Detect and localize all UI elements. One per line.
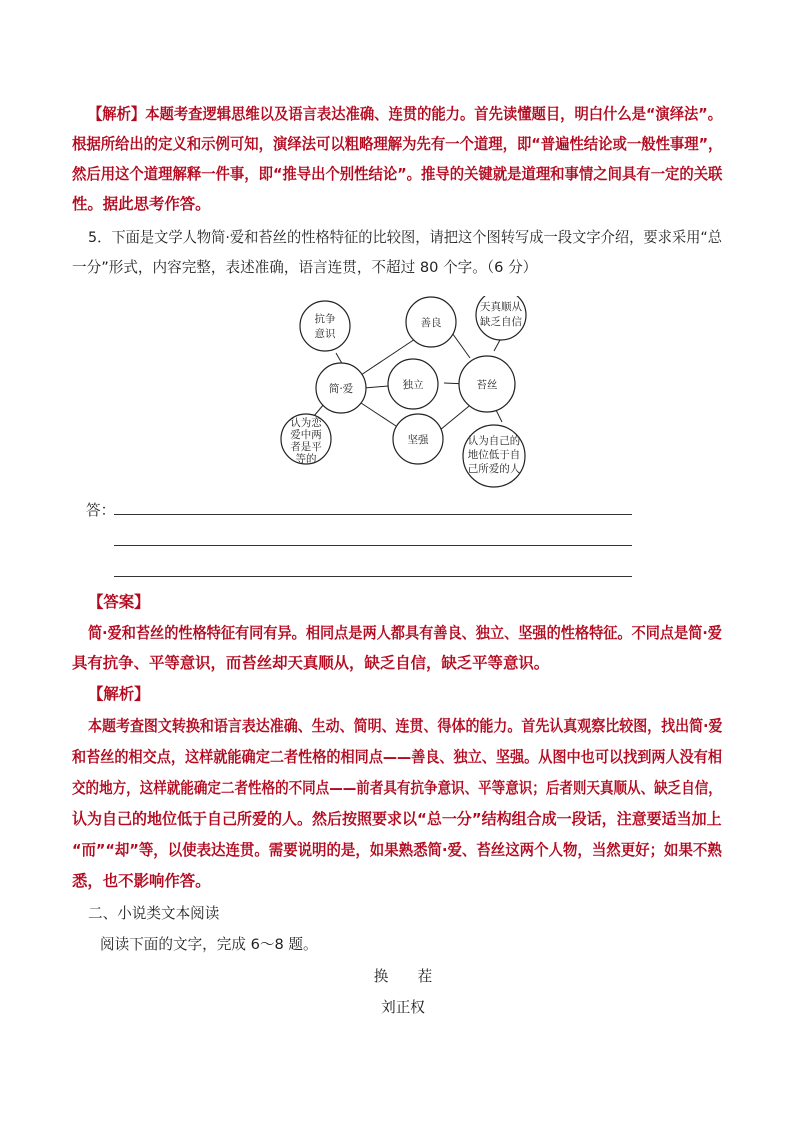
analysis1-line-2: 根据所给出的定义和示例可知，演绎法可以粗略理解为先有一个道理，即“普遍性结论或一般性事理”， — [72, 135, 723, 153]
node-renwei-ziji-text-3: 己所爱的人 — [467, 463, 521, 475]
question5-line-2: 一分”形式，内容完整，表述准确，语言连贯，不超过 80 个字。（6 分） — [72, 259, 538, 276]
node-renwei-ziji-text-2: 地位低于自 — [467, 449, 521, 461]
analysis2-line-5: “而”“却”等，以使表达连贯。需要说明的是，如果熟悉简·爱、苔丝这两个人物，当然更好；如果不熟 — [72, 841, 722, 859]
node-kangzheng-text-2: 意识 — [314, 328, 336, 340]
analysis2-line-4: 认为自己的地位低于自己所爱的人。然后按照要求以“总一分”结构组合成一段话，注意要适当加上 — [72, 810, 722, 828]
node-kangzheng-text-1: 抗争 — [314, 313, 336, 325]
answer-line-1[interactable] — [114, 514, 632, 515]
node-duli-text: 独立 — [402, 379, 424, 391]
answer-line-text-2: 具有抗争、平等意识，而苔丝却天真顺从，缺乏自信，缺乏平等意识。 — [72, 654, 550, 672]
story-title: 换 茬 — [373, 968, 433, 985]
node-tianzhen-text-2: 缺乏自信 — [480, 316, 522, 328]
node-tianzhen-text-1: 天真顺从 — [480, 301, 522, 313]
node-renwei-lian-text-2: 爱中两 — [290, 429, 322, 441]
answer-line-text-1: 简·爱和苔丝的性格特征有同有异。相同点是两人都具有善良、独立、坚强的性格特征。不同点是简·爱 — [88, 624, 722, 642]
reading-instruction: 阅读下面的文字，完成 6～8 题。 — [100, 936, 318, 953]
analysis2-line-6: 悉，也不影响作答。 — [72, 872, 211, 890]
edge-jianai-renwei — [314, 404, 324, 416]
question5-line-1: 5．下面是文学人物简·爱和苔丝的性格特征的比较图，请把这个图转写成一段文字介绍，要求采用“总 — [88, 229, 723, 246]
node-renwei-ziji-text-1: 认为自己的 — [467, 435, 521, 447]
analysis1-line-3: 然后用这个道理解释一件事，即“推导出个别性结论”。推导的关键就是道理和事情之间具有一定的关联 — [72, 165, 723, 183]
edge-tesi-tianzhen — [494, 340, 500, 351]
node-jianqiang-text: 坚强 — [407, 434, 429, 446]
answer-line-2[interactable] — [114, 545, 632, 546]
answer-heading: 【答案】 — [88, 593, 150, 611]
node-jianai-text: 简·爱 — [328, 383, 354, 395]
analysis2-line-3: 交的地方，这样就能确定二者性格的不同点——前者具有抗争意识、平等意识；后者则天真顺从、缺乏自信， — [72, 779, 722, 797]
edge-jianqiang-tesi — [440, 402, 474, 430]
node-kangzheng-circle — [300, 301, 350, 351]
node-tesi-text: 苔丝 — [476, 379, 498, 391]
story-author: 刘正权 — [381, 999, 425, 1016]
node-shanliang-text: 善良 — [420, 317, 442, 329]
edge-jianai-duli — [364, 386, 388, 388]
edge-jianai-jianqiang — [358, 401, 396, 426]
answer-label: 答： — [86, 502, 116, 519]
node-renwei-lian-text-1: 认为恋 — [290, 417, 322, 429]
section2-heading: 二、小说类文本阅读 — [88, 905, 220, 922]
analysis2-line-1: 本题考查图文转换和语言表达准确、生动、简明、连贯、得体的能力。首先认真观察比较图，找出简·爱 — [88, 717, 723, 735]
answer-line-3[interactable] — [114, 576, 632, 577]
node-renwei-lian-text-3: 者是平 — [290, 441, 322, 453]
analysis1-line-1: 【解析】本题考查逻辑思维以及语言表达准确、连贯的能力。首先读懂题目，明白什么是“演绎法”。 — [88, 105, 723, 123]
character-comparison-diagram — [276, 296, 534, 492]
analysis1-line-4: 性。据此思考作答。 — [72, 195, 211, 213]
node-renwei-lian-text-4: 等的 — [295, 453, 317, 465]
analysis2-heading: 【解析】 — [88, 685, 150, 703]
analysis2-line-2: 和苔丝的相交点，这样就能确定二者性格的相同点——善良、独立、坚强。从图中也可以找到两人没有相 — [72, 748, 723, 766]
